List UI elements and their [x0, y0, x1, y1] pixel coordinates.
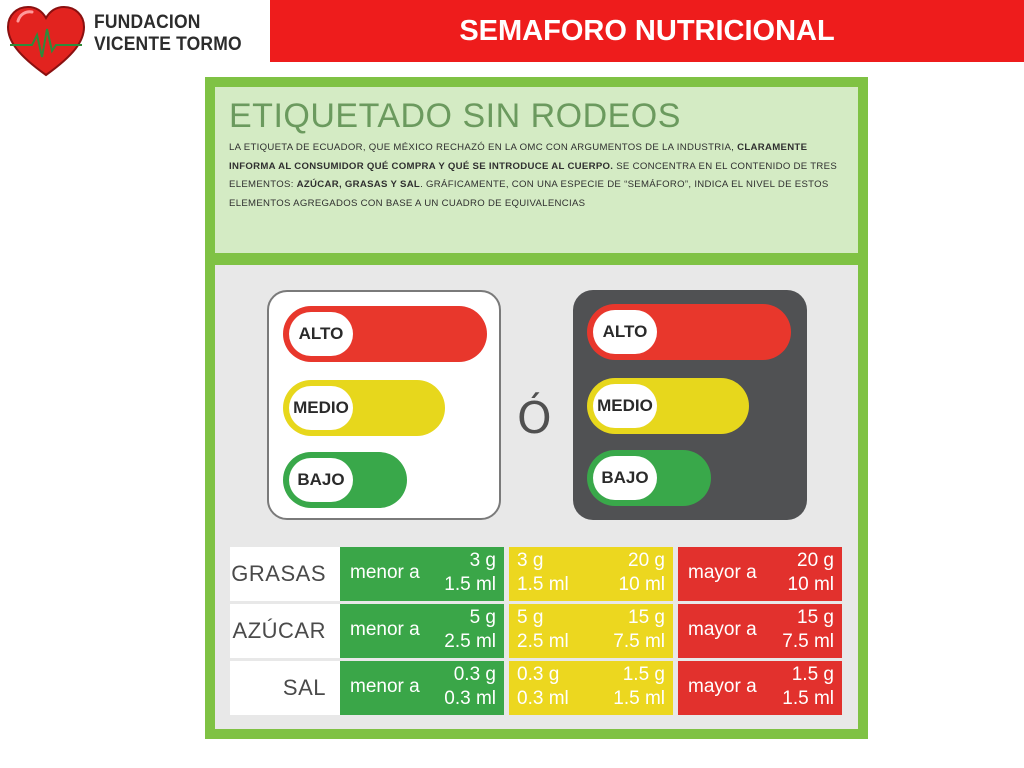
logo [6, 5, 268, 79]
cell-low-value-ml: 0.3 ml [444, 688, 496, 709]
banner-title: SEMAFORO NUTRICIONAL [459, 14, 835, 47]
cell-medium-from-ml: 2.5 ml [517, 631, 569, 652]
cell-medium-to-g: 15 g [628, 607, 665, 628]
cell-high-value-g: 15 g [797, 607, 834, 628]
cell-medium-from-g: 3 g [517, 550, 544, 571]
cell-high-label: mayor a [688, 676, 757, 697]
cell-high-label: mayor a [688, 619, 757, 640]
cell-high [678, 604, 842, 658]
pill-medio: MEDIO [289, 386, 353, 430]
cell-low-label: menor a [350, 619, 420, 640]
cell-high [678, 661, 842, 715]
org-name-line1: FUNDACION [94, 12, 201, 33]
cell-medium-to-ml: 10 ml [618, 574, 665, 595]
cell-high-label: mayor a [688, 562, 757, 583]
cell-high [678, 547, 842, 601]
cell-low-value-g: 3 g [469, 550, 496, 571]
cell-high-value-ml: 1.5 ml [782, 688, 834, 709]
cell-medium-from-ml: 1.5 ml [517, 574, 569, 595]
semaforo-panel [215, 265, 858, 729]
row-label: GRASAS [230, 547, 340, 601]
table-row [230, 604, 846, 658]
cell-high-value-ml: 10 ml [787, 574, 834, 595]
bar-alto [587, 304, 791, 360]
table-row [230, 661, 846, 715]
pill-bajo: BAJO [593, 456, 657, 500]
intro-text-e: . GRÁFICAMENTE, CON UNA ESPECIE DE “SEMÁFORO”, INDICA EL NIVEL DE ESTOS ELEMENTOS AGREGADOS CON BASE A UN CUADRO DE EQUIVALENCIAS [229, 179, 829, 209]
cell-medium [509, 604, 673, 658]
cell-medium-to-ml: 1.5 ml [613, 688, 665, 709]
table-row [230, 547, 846, 601]
pill-bajo: BAJO [289, 458, 353, 502]
cell-low [340, 547, 504, 601]
semaforo-light [267, 290, 501, 520]
bar-bajo [283, 452, 407, 508]
row-label: SAL [230, 661, 340, 715]
semaforo-dark [573, 290, 807, 520]
cell-medium-from-g: 5 g [517, 607, 544, 628]
cell-low [340, 604, 504, 658]
intro-text-c: SE CONCENTRA EN EL CONTENIDO DE TRES ELEMENTOS: [229, 160, 838, 190]
pill-alto: ALTO [593, 310, 657, 354]
cell-low-value-g: 5 g [469, 607, 496, 628]
cell-medium-from-g: 0.3 g [517, 664, 560, 685]
bar-medio [587, 378, 749, 434]
or-sign: Ó [517, 393, 552, 444]
cell-medium [509, 661, 673, 715]
cell-low [340, 661, 504, 715]
bar-alto [283, 306, 487, 362]
intro-text-a: LA ETIQUETA DE ECUADOR, QUE MÉXICO RECHAZÓ EN LA OMC CON ARGUMENTOS DE LA INDUSTRIA, [229, 142, 735, 153]
intro-title: ETIQUETADO SIN RODEOS [229, 97, 681, 135]
bar-bajo [587, 450, 711, 506]
bar-medio [283, 380, 445, 436]
cell-low-value-g: 0.3 g [453, 664, 496, 685]
cell-medium-from-ml: 0.3 ml [517, 688, 569, 709]
pill-alto: ALTO [289, 312, 353, 356]
heart-icon [6, 5, 86, 79]
cell-high-value-g: 20 g [797, 550, 834, 571]
intro-text-d: AZÚCAR, GRASAS Y SAL [296, 179, 421, 190]
cell-high-value-ml: 7.5 ml [782, 631, 834, 652]
cell-medium-to-g: 1.5 g [622, 664, 665, 685]
cell-low-label: menor a [350, 562, 420, 583]
cell-medium [509, 547, 673, 601]
pill-medio: MEDIO [593, 384, 657, 428]
cell-low-label: menor a [350, 676, 420, 697]
intro-text [229, 139, 844, 213]
cell-medium-to-ml: 7.5 ml [613, 631, 665, 652]
infographic [205, 77, 868, 739]
cell-low-value-ml: 2.5 ml [444, 631, 496, 652]
cell-low-value-ml: 1.5 ml [444, 574, 496, 595]
cell-medium-to-g: 20 g [628, 550, 665, 571]
cell-high-value-g: 1.5 g [791, 664, 834, 685]
intro-text-b: CLARAMENTE INFORMA AL CONSUMIDOR QUÉ COMPRA Y QUÉ SE INTRODUCE AL CUERPO. [229, 142, 808, 172]
row-label: AZÚCAR [230, 604, 340, 658]
org-name-line2: VICENTE TORMO [94, 34, 242, 55]
title-banner [270, 0, 1024, 62]
intro-box [215, 87, 858, 253]
